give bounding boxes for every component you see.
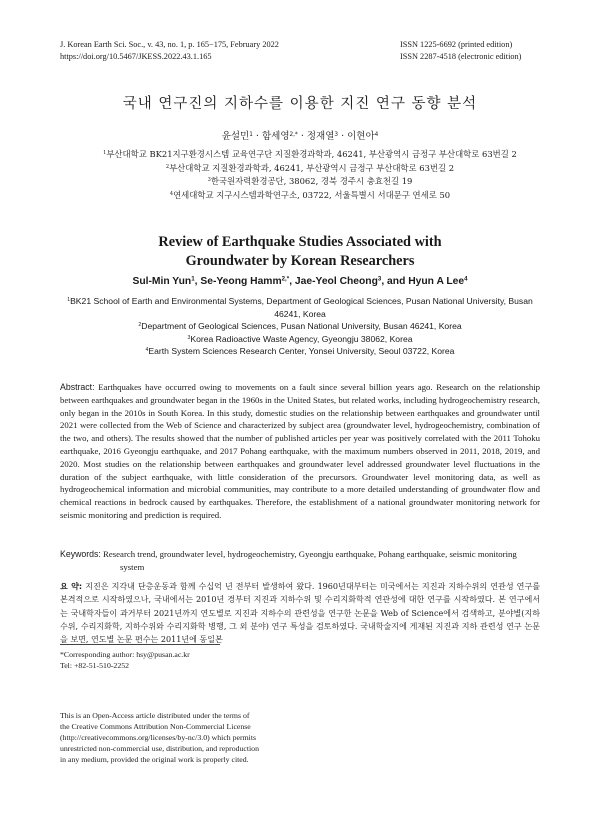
english-affiliation: $^4$Earth System Sciences Research Center, Yonsei University, Seoul 03722, Korea — [145, 346, 455, 356]
author-separator: · — [300, 131, 304, 142]
korean-title: 국내 연구진의 지하수를 이용한 지진 연구 동향 분석 — [122, 96, 478, 112]
issn-block — [400, 39, 521, 63]
keywords — [60, 548, 540, 574]
korean-author: 함세영$^{2,*}$ — [261, 131, 298, 142]
doi-link[interactable]: https://doi.org/10.5467/JKESS.2022.43.1.165 — [60, 52, 212, 61]
corresponding-footnote — [60, 649, 260, 671]
english-author: Sul-Min Yun$^1$, — [132, 275, 201, 287]
english-abstract — [60, 381, 540, 522]
abstract-label: Abstract: — [60, 382, 95, 392]
license-notice: This is an Open-Access article distributed under the terms of the Creative Commons Attribution Non-Commercial License (http://creativecommons.org/licenses/by-nc/3.0) which permits unrestricted non-commercial use, distribution, and reproduction in any medium, provided the original work is properly cited. — [60, 711, 259, 764]
english-author: Jae-Yeol Cheong$^3$, and — [294, 275, 409, 287]
korean-authors — [0, 128, 600, 142]
corresponding-author: *Corresponding author: hsy@pusan.ac.kr — [60, 650, 190, 659]
keywords-label: Keywords: — [60, 549, 101, 559]
telephone: Tel: +82-51-510-2252 — [60, 661, 130, 670]
korean-author: 윤설민$^1$ — [221, 131, 253, 142]
english-title: Review of Earthquake Studies Associated with Groundwater by Korean Researchers — [158, 234, 442, 269]
korean-abstract — [60, 580, 540, 646]
journal-line: J. Korean Earth Sci. Soc., v. 43, no. 1, p. 165−175, February 2022 — [60, 40, 279, 49]
issn-print: ISSN 1225-6692 (printed edition) — [400, 40, 513, 49]
abstract-text: Earthquakes have occurred owing to movements on a fault since several billion years ago. Research on the relationship between earthquakes and groundwater began in the 1960s in the United States, but related works, including hydrogeochemistry research, only began in the 2010s in South Korea. In this study, domestic studies on the relationship between earthquakes and groundwater until 2021 were collected from the Web of Science and characterized by subject area (groundwater level, hydrogeochemistry, combination of the two, and others). The results showed that the number of published articles per year was positively correlated with the 2011 Tohoku earthquake, 2016 Gyeongju earthquake, and 2017 Pohang earthquake, with the maximum numbers observed in 2011, 2018, 2019, and 2020. Most studies on the relationship between earthquakes and groundwater level addressed groundwater level fluctuations in the duration of the subject earthquake, with little consideration of the precursors. Groundwater level monitoring data, as well as hydrogeochemical information and microbial communities, may contribute to a more detailed understanding of groundwater flow and chemical reactions in bedrock caused by earthquakes. Therefore, the establishment of a national groundwater monitoring network for seismic monitoring and prediction is required. — [60, 382, 540, 520]
korean-affiliation: $^1$부산대학교 BK21지구환경시스템 교육연구단 지질환경과학과, 46241, 부산광역시 금정구 부산대학로 63번길 2 — [103, 149, 517, 159]
footnote-divider — [60, 644, 220, 645]
english-authors — [0, 276, 600, 287]
korean-affiliation: $^2$부산대학교 지질환경과학과, 46241, 부산광역시 금정구 부산대학로 63번길 2 — [165, 162, 455, 173]
author-separator: · — [255, 131, 259, 142]
korean-author: 정재열$^3$ — [306, 131, 339, 142]
journal-citation — [60, 39, 279, 63]
english-affiliation: $^1$BK21 School of Earth and Environmental Systems, Department of Geological Sciences, Pusan National University, Busan 46241, Korea — [67, 296, 533, 319]
english-affiliations — [60, 295, 540, 358]
english-affiliation: $^2$Department of Geological Sciences, Pusan National University, Busan 46241, Korea — [138, 321, 462, 331]
korean-abstract-text: 지진은 지각내 단층운동과 함께 수십억 년 전부터 발생하여 왔다. 1960년대부터는 미국에서는 지진과 지하수위의 연관성 연구를 본격적으로 시작하였으나, 국내에서는 2010년 경부터 지진과 지하수위 및 수리지화학적 연관성에 대한 연구를 시작하였다. 본 연구에서는 국내학자들이 과거부터 2021년까지 연도별로 지진과 지하수의 관련성을 연구한 논문을 Web of Science에서 검색하고, 분야별(지하수위, 수리지화학, 지하수위와 수리지화학 병행, 그 외 분야) 연구 특성을 검토하였다. 국내학술지에 게재된 지진과 지하 관련성 연구 논문을 보면, 연도별 논문 편수는 2011년에 동일본 — [60, 582, 540, 645]
korean-author: 이현아$^4$ — [347, 131, 379, 142]
english-affiliation: $^3$Korea Radioactive Waste Agency, Gyeongju 38062, Korea — [187, 333, 413, 344]
korean-affiliations — [20, 148, 600, 202]
author-separator: · — [341, 131, 345, 142]
korean-affiliation: $^3$한국원자력환경공단, 38062, 경북 경주시 충효천길 19 — [207, 176, 413, 186]
english-author: Hyun A Lee$^4$ — [408, 275, 468, 287]
korean-affiliation: $^4$연세대학교 지구시스템과학연구소, 03722, 서울특별시 서대문구 연세로 50 — [169, 189, 451, 200]
issn-electronic: ISSN 2287-4518 (electronic edition) — [400, 52, 522, 61]
korean-abstract-label: 요 약: — [60, 582, 83, 591]
keywords-text: Research trend, groundwater level, hydrogeochemistry, Gyeongju earthquake, Pohang earthquake, seismic monitoring system — [103, 549, 517, 572]
english-author: Se-Yeong Hamm$^{2,*}$, — [200, 275, 295, 287]
